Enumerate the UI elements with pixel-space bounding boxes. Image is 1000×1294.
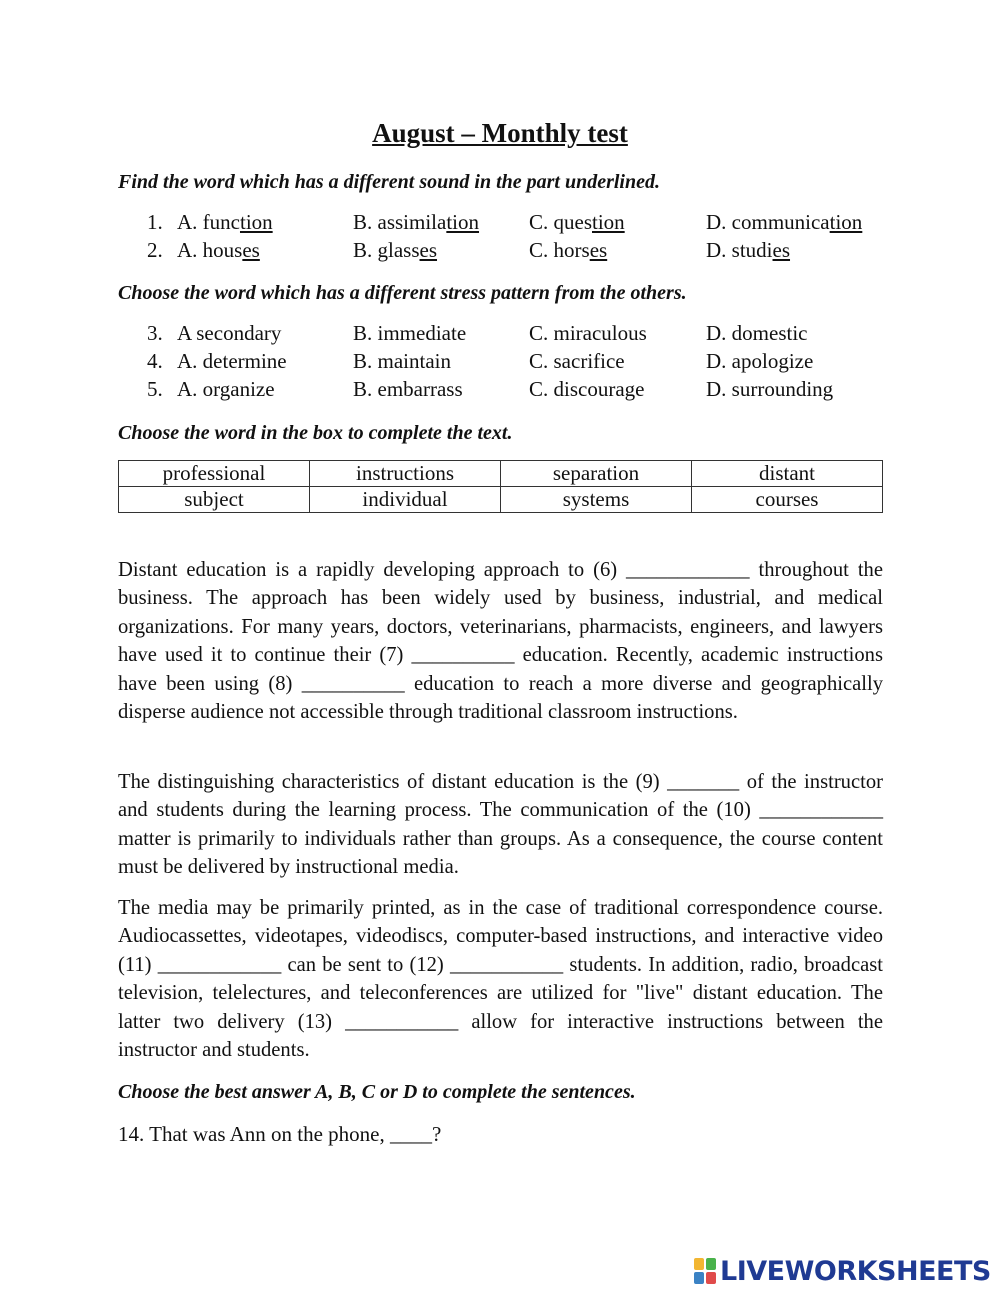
- option-d: D. surrounding: [706, 377, 834, 401]
- reading-paragraph: The media may be primarily printed, as in the case of traditional correspondence course. Audiocassettes, videotapes, videodiscs, computer-based instructions, and interactive video (11) ____________ can be sent to (12) ___________ students. In addition, radio, broadcast television, telelectures, and teleconferences are utilized for "live" distant education. The latter two delivery (13) ___________ allow for interactive instructions between the instructor and students.: [118, 897, 883, 1062]
- question-number: 4.: [147, 349, 163, 373]
- word-cell: professional: [119, 461, 310, 487]
- reading-paragraph: Distant education is a rapidly developing approach to (6) ____________ throughout the business. The approach has been widely used by business, industrial, and medical organizations. For many years, doctors, veterinarians, pharmacists, engineers, and lawyers have used it to continue their (7) __________ education. Recently, academic instructions have been using (8) __________ education to reach a more diverse and geographically disperse audience not accessible through traditional classroom instructions.: [118, 559, 883, 724]
- option-c: C. horses: [529, 238, 608, 262]
- option-c: C. miraculous: [529, 321, 647, 345]
- section-instruction-wordbox: Choose the word in the box to complete the text.: [118, 422, 513, 444]
- question-row: [147, 377, 907, 405]
- word-cell: instructions: [310, 461, 501, 487]
- word-cell: separation: [501, 461, 692, 487]
- option-b: B. immediate: [353, 321, 467, 345]
- question-number: 5.: [147, 377, 163, 401]
- option-a: A. function: [177, 210, 273, 234]
- word-cell: subject: [119, 487, 310, 513]
- page-title: August – Monthly test: [372, 118, 628, 148]
- option-a: A secondary: [177, 321, 282, 345]
- option-a: A. houses: [177, 238, 260, 262]
- option-c: C. discourage: [529, 377, 645, 401]
- liveworksheets-logo: [694, 1255, 991, 1287]
- option-c: C. sacrifice: [529, 349, 625, 373]
- question-row: [147, 321, 907, 349]
- option-d: D. studies: [706, 238, 791, 262]
- option-d: D. communication: [706, 210, 863, 234]
- logo-text: LIVEWORKSHEETS: [720, 1255, 991, 1287]
- option-c: C. question: [529, 210, 625, 234]
- option-d: D. domestic: [706, 321, 808, 345]
- logo-mark-icon: [694, 1258, 716, 1284]
- question-number: 3.: [147, 321, 163, 345]
- section-instruction-best-answer: Choose the best answer A, B, C or D to complete the sentences.: [118, 1081, 636, 1103]
- question-14: 14. That was Ann on the phone, ____?: [118, 1122, 442, 1146]
- option-b: B. assimilation: [353, 210, 480, 234]
- option-b: B. embarrass: [353, 377, 463, 401]
- question-number: 1.: [147, 210, 163, 234]
- question-row: [147, 210, 907, 238]
- section-instruction-pronunciation: Find the word which has a different sound in the part underlined.: [118, 171, 660, 193]
- option-a: A. determine: [177, 349, 287, 373]
- option-b: B. glasses: [353, 238, 438, 262]
- question-row: [147, 238, 907, 266]
- question-number: 2.: [147, 238, 163, 262]
- table-row: [119, 461, 883, 487]
- reading-paragraph: The distinguishing characteristics of distant education is the (9) _______ of the instructor and students during the learning process. The communication of the (10) ____________ matter is primarily to individuals rather than groups. As a consequence, the course content must be delivered by instructional media.: [118, 771, 883, 879]
- word-cell: courses: [692, 487, 883, 513]
- word-box-table: [118, 460, 883, 513]
- option-d: D. apologize: [706, 349, 814, 373]
- word-cell: systems: [501, 487, 692, 513]
- word-cell: distant: [692, 461, 883, 487]
- section-instruction-stress: Choose the word which has a different stress pattern from the others.: [118, 282, 687, 304]
- option-a: A. organize: [177, 377, 275, 401]
- question-row: [147, 349, 907, 377]
- word-cell: individual: [310, 487, 501, 513]
- table-row: [119, 487, 883, 513]
- option-b: B. maintain: [353, 349, 451, 373]
